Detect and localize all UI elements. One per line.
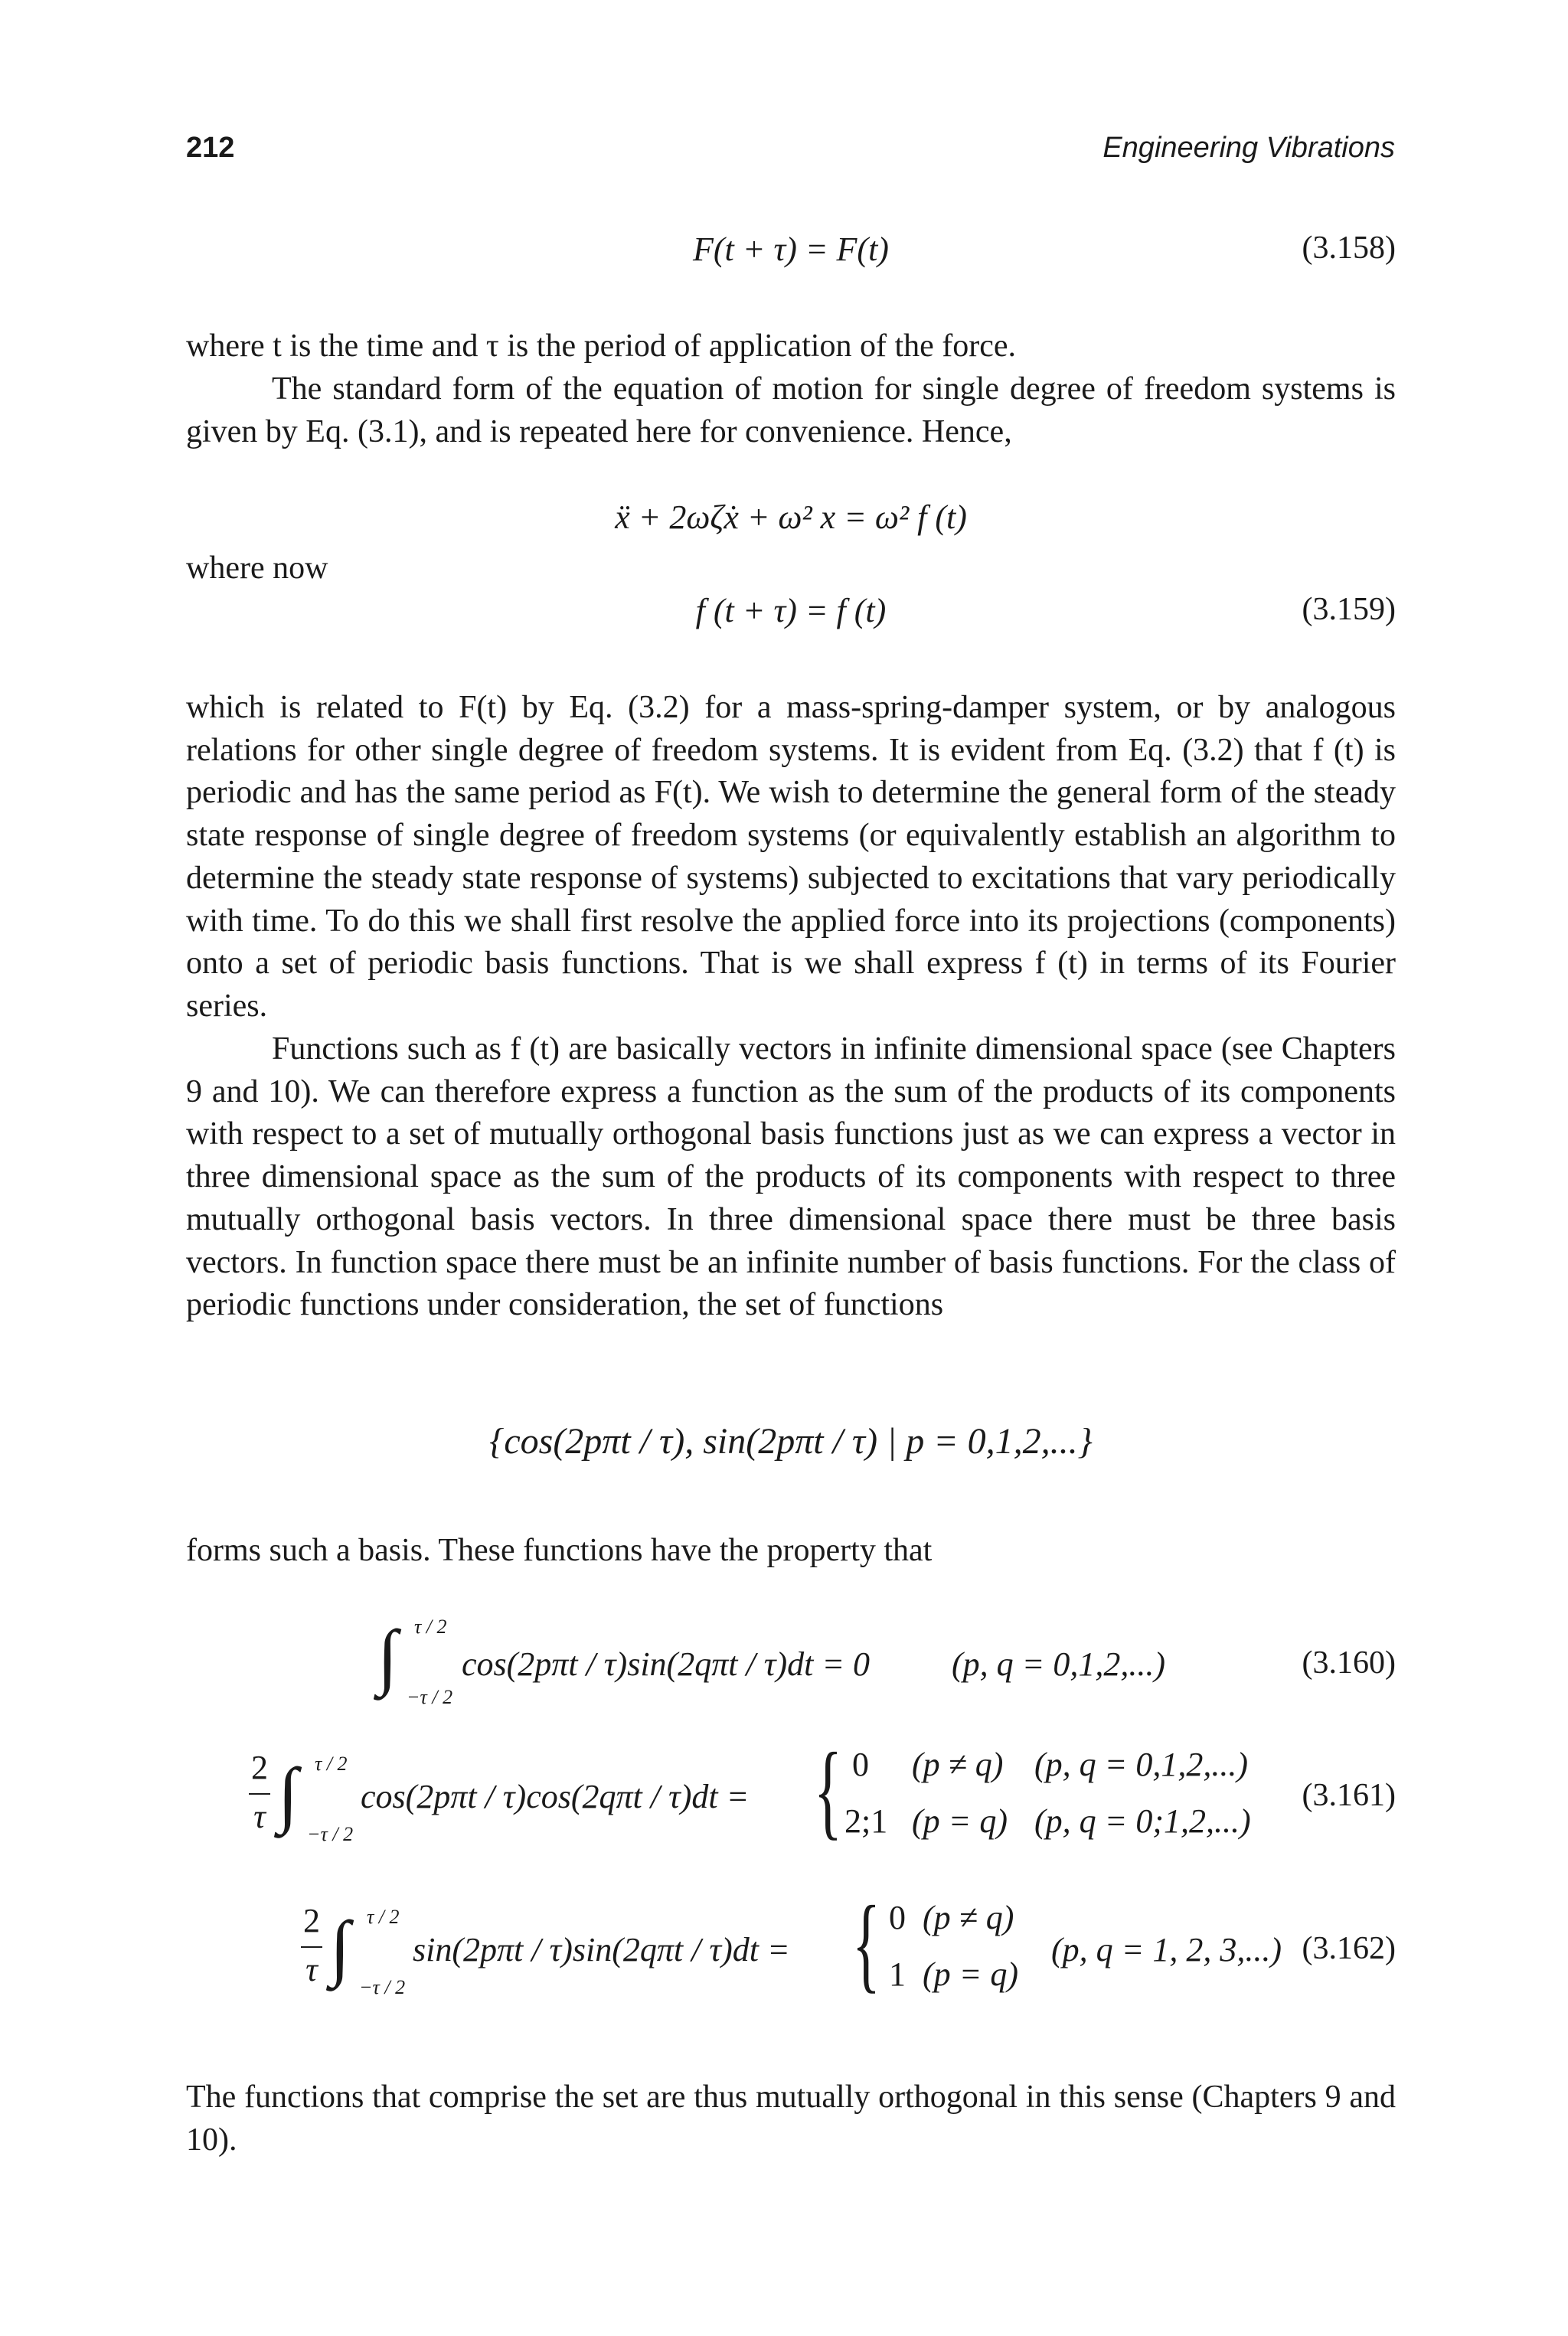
integral-sign: ∫ bbox=[377, 1615, 398, 1697]
coefficient-numerator: 2 bbox=[303, 1902, 320, 1939]
lower-limit: −τ / 2 bbox=[407, 1686, 453, 1708]
integral-sign: ∫ bbox=[330, 1906, 351, 1988]
equation-3-160 bbox=[186, 1616, 1396, 1715]
coefficient-numerator: 2 bbox=[251, 1749, 268, 1786]
case-2-condition: (p = q) bbox=[923, 1955, 1018, 1993]
lower-limit: −τ / 2 bbox=[307, 1823, 354, 1845]
paragraph-function-space: Functions such as f (t) are basically vectors in infinite dimensional space (see Chapters 9 and 10). We can therefore express a function as the sum of the products of its components with respect to a set of mutually orthogonal basis functions just as we can express a vector in three dimensional space as the sum of the products of its components with respect to three mutually orthogonal basis vectors. In three dimensional space there must be three basis vectors. In function space there must be an infinite number of basis functions. For the class of periodic functions under consideration, the set of functions bbox=[186, 1031, 1396, 1323]
integral-sign: ∫ bbox=[278, 1753, 299, 1834]
equation-body: f (t + τ) = f (t) bbox=[695, 592, 887, 629]
equation-body: ẍ + 2ωζẋ + ω² x = ω² f (t) bbox=[615, 498, 967, 536]
left-brace: { bbox=[814, 1731, 842, 1850]
equation-of-motion bbox=[186, 498, 1396, 544]
equation-3-162 bbox=[186, 1884, 1396, 2010]
coefficient-denominator: τ bbox=[253, 1798, 266, 1835]
fraction-bar bbox=[249, 1793, 270, 1795]
equation-body: {cos(2pπt / τ), sin(2pπt / τ) | p = 0,1,2,...} bbox=[489, 1421, 1093, 1462]
case-1-value: 0 bbox=[889, 1899, 906, 1936]
page-number: 212 bbox=[186, 132, 235, 164]
case-2-value: 2;1 bbox=[844, 1802, 888, 1840]
upper-limit: τ / 2 bbox=[367, 1906, 400, 1928]
equation-number: (3.161) bbox=[1302, 1778, 1396, 1813]
paragraph-definition: where t is the time and τ is the period of application of the force. bbox=[186, 328, 1017, 364]
integrand: sin(2pπt / τ)sin(2qπt / τ)dt = bbox=[413, 1931, 790, 1968]
basis-set bbox=[186, 1420, 1396, 1474]
paragraph-basis-property: forms such a basis. These functions have the property that bbox=[186, 1533, 933, 1568]
upper-limit: τ / 2 bbox=[315, 1753, 348, 1775]
equation-number: (3.162) bbox=[1302, 1931, 1396, 1966]
equation-3-159 bbox=[186, 591, 1396, 637]
case-2-condition: (p = q) bbox=[912, 1802, 1008, 1840]
equation-number: (3.158) bbox=[1302, 230, 1396, 266]
coefficient-denominator: τ bbox=[305, 1951, 318, 1988]
index-condition: (p, q = 0,1,2,...) bbox=[952, 1645, 1165, 1683]
case-1-range: (p, q = 0,1,2,...) bbox=[1034, 1746, 1248, 1783]
lower-limit: −τ / 2 bbox=[359, 1976, 406, 1998]
where-now-text: where now bbox=[186, 551, 328, 586]
book-title: Engineering Vibrations bbox=[1102, 132, 1395, 164]
paragraph-equation-of-motion: The standard form of the equation of motion for single degree of freedom systems is given by Eq. (3.1), and is repeated here for convenience. Hence, bbox=[186, 371, 1396, 449]
equation-number: (3.160) bbox=[1302, 1645, 1396, 1681]
fraction-bar bbox=[301, 1946, 322, 1948]
upper-limit: τ / 2 bbox=[414, 1616, 447, 1638]
left-brace: { bbox=[852, 1884, 880, 2003]
paragraph-periodic-forcing: which is related to F(t) by Eq. (3.2) for a mass-spring-damper system, or by analogous relations for other single degree of freedom systems. It is evident from Eq. (3.2) that f (t) is periodic and has the same period as F(t). We wish to determine the general form of the steady state response of single degree of freedom systems (or equivalently establish an algorithm to determine the steady state response of systems) subjected to excitations that vary periodically with time. To do this we shall first resolve the applied force into its projections (components) onto a set of periodic basis functions. That is we shall express f (t) in terms of its Fourier series. bbox=[186, 690, 1396, 1024]
index-range: (p, q = 1, 2, 3,...) bbox=[1051, 1931, 1282, 1968]
running-head bbox=[186, 132, 1395, 178]
integrand: cos(2pπt / τ)sin(2qπt / τ)dt = 0 bbox=[462, 1645, 871, 1683]
equation-number: (3.159) bbox=[1302, 592, 1396, 627]
case-2-range: (p, q = 0;1,2,...) bbox=[1034, 1802, 1251, 1840]
case-1-condition: (p ≠ q) bbox=[923, 1899, 1014, 1936]
equation-3-161 bbox=[186, 1731, 1396, 1857]
paragraph-orthogonality-conclusion: The functions that comprise the set are thus mutually orthogonal in this sense (Chapters 9 and 10). bbox=[186, 2080, 1396, 2158]
case-1-value: 0 bbox=[852, 1746, 869, 1783]
case-1-condition: (p ≠ q) bbox=[912, 1746, 1004, 1783]
case-2-value: 1 bbox=[889, 1955, 906, 1993]
equation-body: F(t + τ) = F(t) bbox=[693, 230, 889, 268]
equation-3-158 bbox=[186, 230, 1396, 276]
integrand: cos(2pπt / τ)cos(2qπt / τ)dt = bbox=[361, 1778, 750, 1815]
